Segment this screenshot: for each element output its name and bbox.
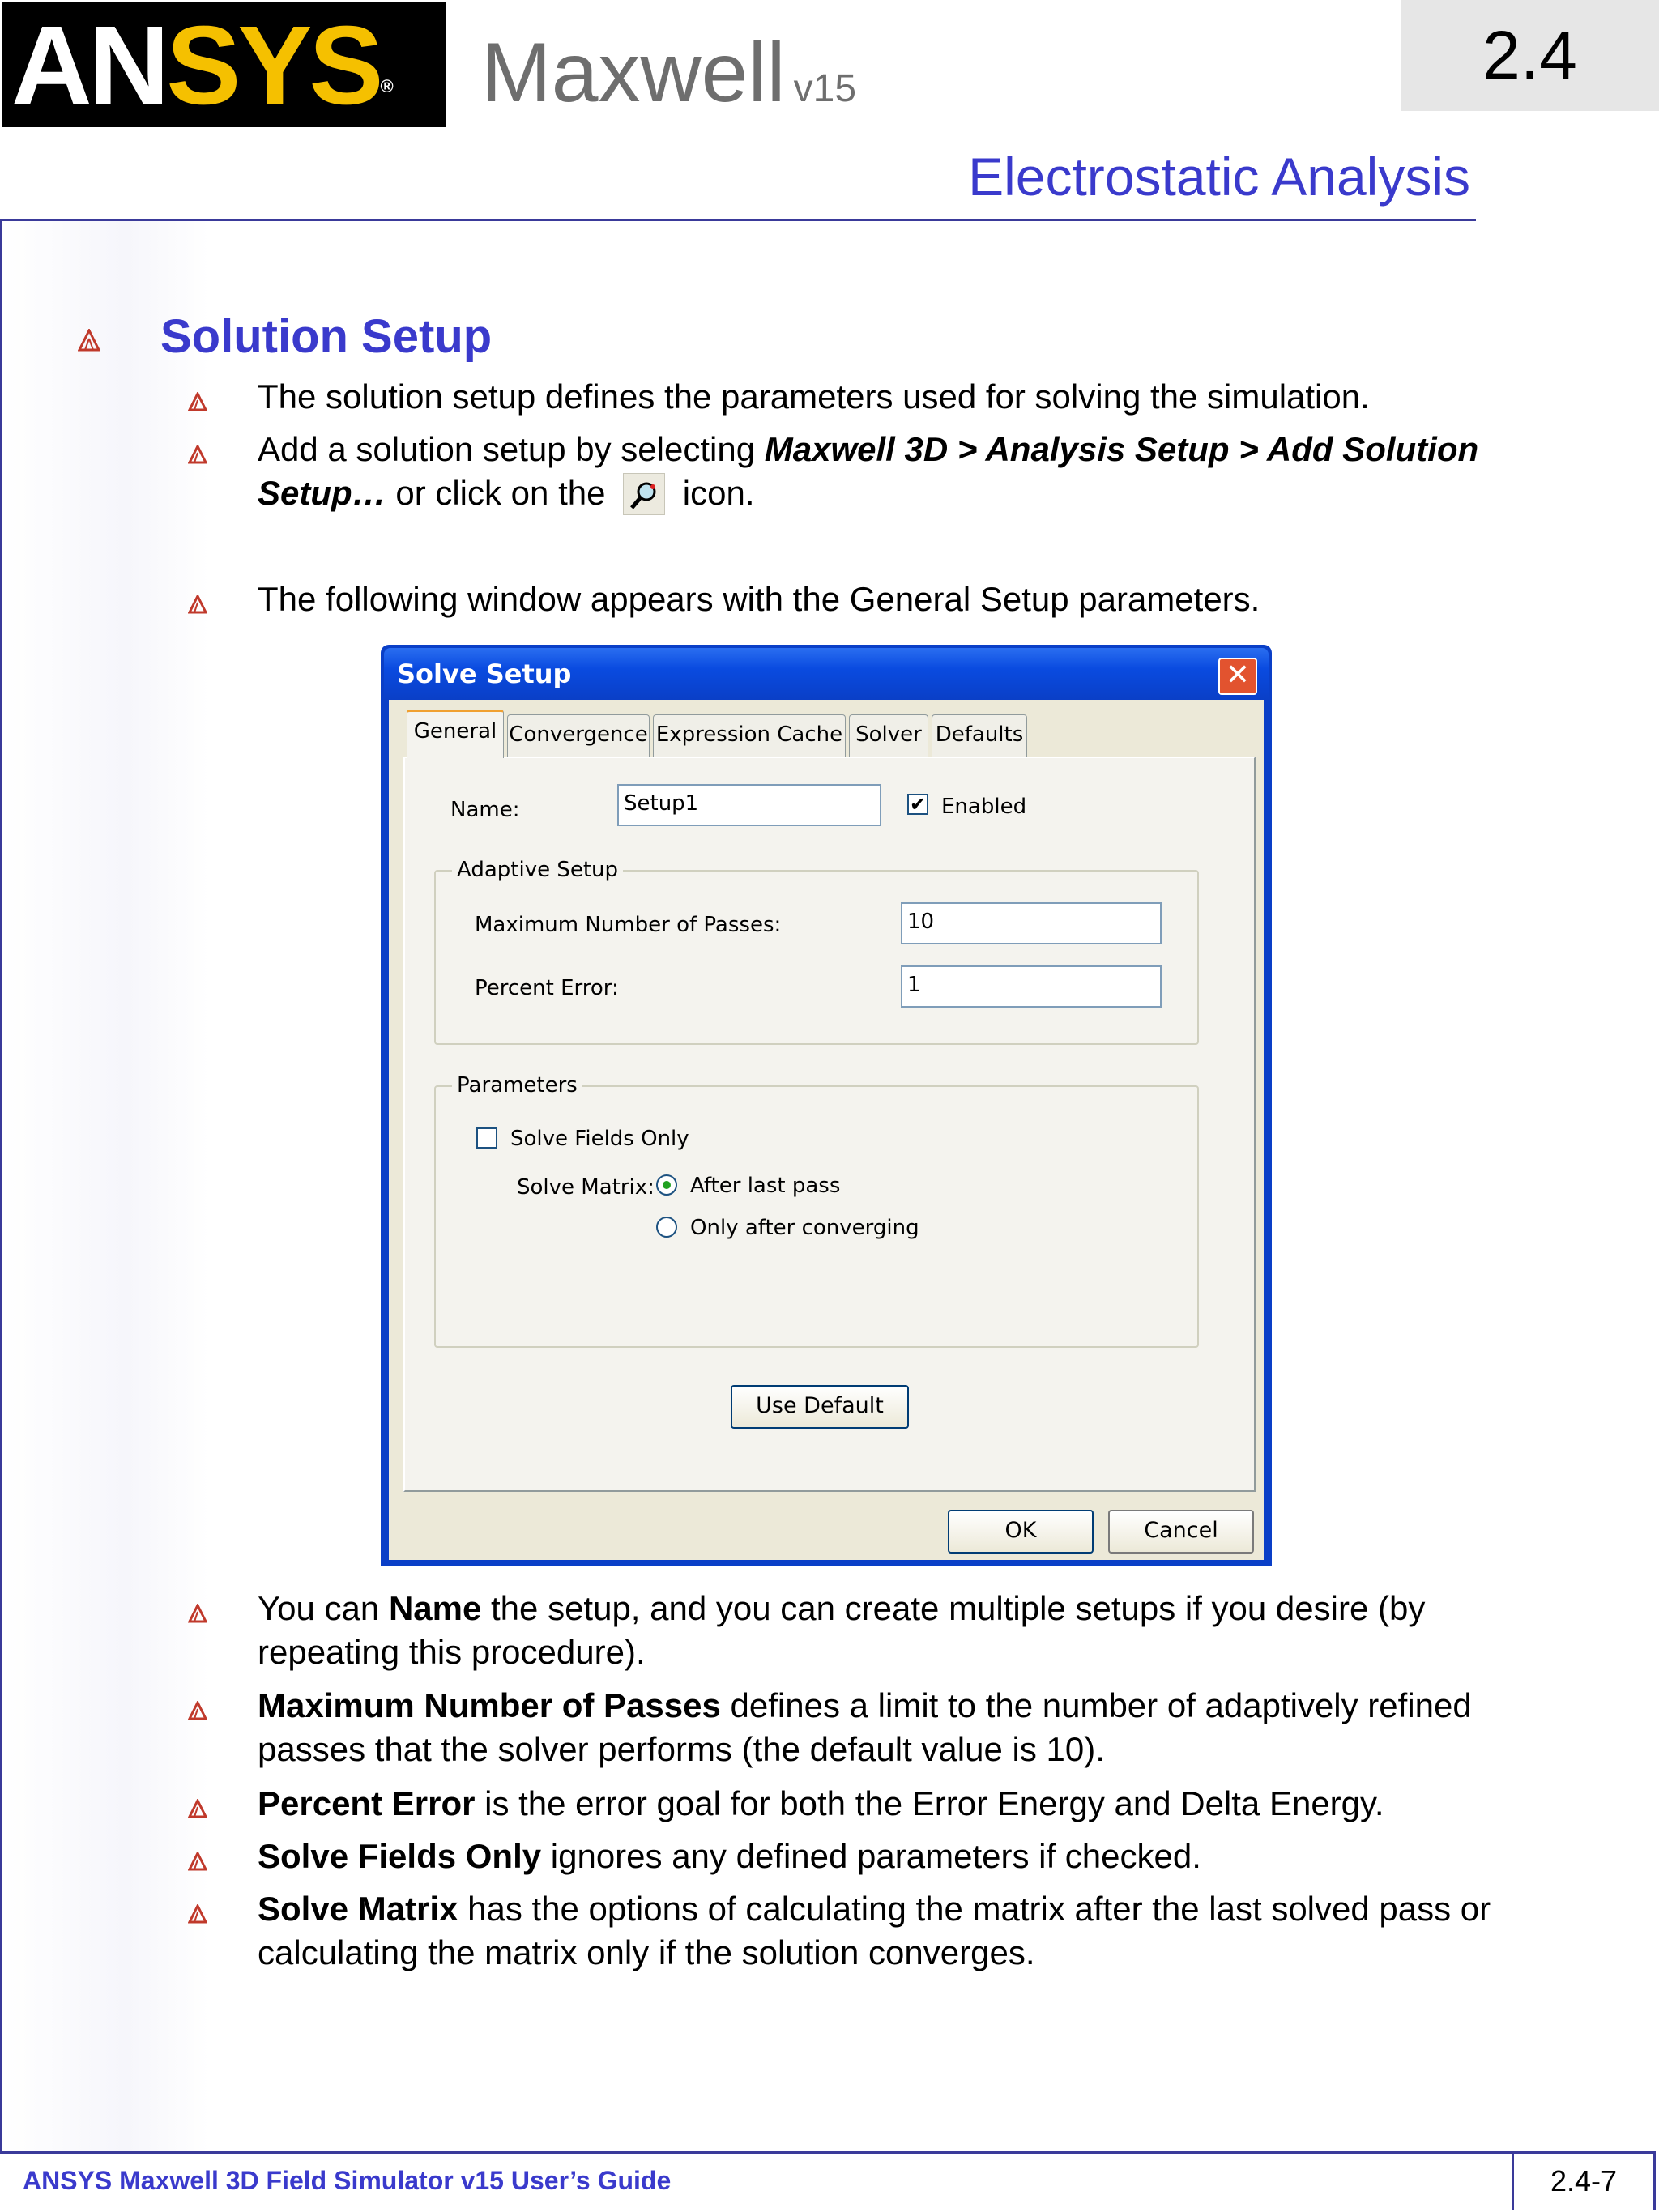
ansys-logo xyxy=(2,2,446,127)
name-label: Name: xyxy=(450,798,520,822)
paragraph-percent-error: Percent Error is the error goal for both the Error Energy and Delta Energy. xyxy=(258,1784,1384,1822)
enabled-label: Enabled xyxy=(941,795,1027,819)
product-title xyxy=(481,24,856,138)
dialog-titlebar xyxy=(384,648,1269,700)
paragraph-name: You can Name the setup, and you can create multiple setups if you desire (by repeating this procedure). xyxy=(258,1589,1426,1671)
menu-path: Maxwell 3D > Analysis Setup > Add Solution Setup… xyxy=(258,430,1479,512)
general-tab-panel xyxy=(403,757,1256,1492)
adaptive-setup-legend: Adaptive Setup xyxy=(452,857,623,883)
cancel-button[interactable]: Cancel xyxy=(1108,1510,1254,1554)
bullet-icon xyxy=(188,1852,207,1871)
only-after-converging-label: Only after converging xyxy=(690,1216,919,1240)
page-number-box xyxy=(1512,2151,1656,2210)
tab-solver[interactable]: Solver xyxy=(849,714,928,757)
parameters-legend: Parameters xyxy=(452,1072,582,1098)
tab-expression-cache[interactable]: Expression Cache xyxy=(653,714,846,757)
parameters-group xyxy=(434,1073,1199,1348)
product-version: v15 xyxy=(793,67,857,110)
only-after-converging-radio[interactable] xyxy=(656,1217,677,1238)
name-field[interactable]: Setup1 xyxy=(617,784,881,826)
paragraph-max-passes: Maximum Number of Passes defines a limit to the number of adaptively refined passes that the solver performs (the default value is 10). xyxy=(258,1686,1472,1768)
bullet-icon xyxy=(188,392,207,411)
bullet-icon xyxy=(188,1701,207,1720)
bullet-icon xyxy=(78,329,100,352)
dialog-title: Solve Setup xyxy=(397,658,572,689)
footer-divider xyxy=(0,2151,1512,2154)
section-title: Electrostatic Analysis xyxy=(968,147,1470,207)
ok-button[interactable]: OK xyxy=(948,1510,1094,1554)
paragraph-solve-matrix: Solve Matrix has the options of calculating the matrix after the last solved pass or calculating the matrix only if the solution converges. xyxy=(258,1890,1491,1971)
max-passes-label: Maximum Number of Passes: xyxy=(475,913,782,937)
analysis-setup-icon xyxy=(623,473,665,515)
page-number: 2.4-7 xyxy=(1550,2164,1618,2197)
footer-guide-title: ANSYS Maxwell 3D Field Simulator v15 User’s Guide xyxy=(23,2166,672,2195)
left-margin-shade xyxy=(2,221,209,2153)
max-passes-field[interactable]: 10 xyxy=(901,902,1162,944)
solve-fields-only-checkbox[interactable] xyxy=(476,1127,497,1149)
after-last-pass-label: After last pass xyxy=(690,1174,841,1198)
logo-wordmark: ANSYS® xyxy=(11,3,394,128)
paragraph-add-setup: Add a solution setup by selecting Maxwell 3D > Analysis Setup > Add Solution Setup… or click on the icon. xyxy=(258,428,1570,515)
solve-setup-dialog xyxy=(381,645,1272,1566)
solution-setup-heading: Solution Setup xyxy=(160,310,493,363)
paragraph-solution-setup: The solution setup defines the parameters used for solving the simulation. xyxy=(258,377,1370,416)
enabled-checkbox[interactable]: ✔ xyxy=(907,794,928,815)
percent-error-label: Percent Error: xyxy=(475,976,619,1000)
use-default-button[interactable]: Use Default xyxy=(731,1385,909,1429)
header-divider xyxy=(0,219,1476,221)
bullet-icon xyxy=(188,595,207,614)
magnifier-icon xyxy=(624,474,666,516)
adaptive-setup-group xyxy=(434,858,1199,1045)
bullet-icon xyxy=(188,1604,207,1623)
percent-error-field[interactable]: 1 xyxy=(901,965,1162,1008)
tab-general[interactable]: General xyxy=(407,710,504,758)
tab-convergence[interactable]: Convergence xyxy=(507,714,650,757)
bullet-icon xyxy=(188,1904,207,1924)
close-icon[interactable]: ✕ xyxy=(1218,658,1257,695)
section-number: 2.4 xyxy=(1482,17,1577,93)
solve-fields-only-label: Solve Fields Only xyxy=(510,1127,689,1151)
dialog-body xyxy=(389,700,1264,1560)
section-number-box xyxy=(1401,0,1659,111)
bullet-icon xyxy=(188,445,207,464)
bullet-icon xyxy=(188,1799,207,1818)
paragraph-solve-fields-only: Solve Fields Only ignores any defined parameters if checked. xyxy=(258,1837,1201,1875)
after-last-pass-radio[interactable] xyxy=(656,1174,677,1196)
solve-matrix-label: Solve Matrix: xyxy=(517,1175,655,1200)
tab-defaults[interactable]: Defaults xyxy=(932,714,1027,757)
product-name: Maxwell xyxy=(481,26,786,120)
paragraph-window-appears: The following window appears with the General Setup parameters. xyxy=(258,580,1260,618)
